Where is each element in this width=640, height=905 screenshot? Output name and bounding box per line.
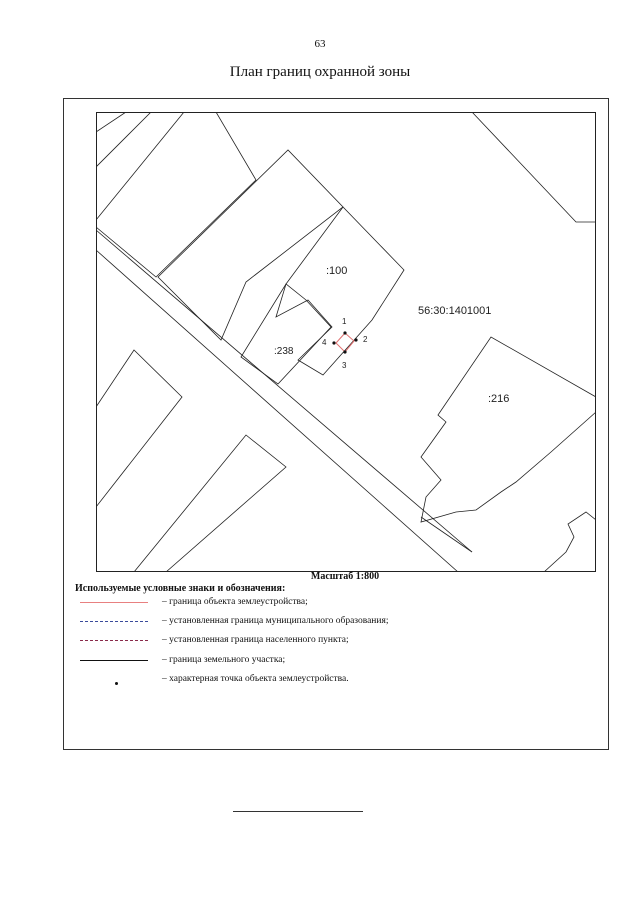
parcel-216 — [421, 337, 596, 522]
parcel-lower-left — [96, 350, 182, 507]
scale-label: Масштаб 1:800 — [310, 571, 380, 582]
parcel-right-upper — [472, 112, 596, 222]
point-2-marker — [354, 338, 357, 341]
legend-symbol-purple-dash — [80, 640, 148, 641]
legend-item-settlement-boundary — [80, 635, 600, 649]
parcel-bottom-right — [544, 512, 596, 572]
legend-text: – граница земельного участка; — [162, 655, 286, 665]
legend-symbol-black-line — [80, 660, 148, 661]
legend-text: – установленная граница муниципального образования; — [162, 616, 389, 626]
quarter-label: 56:30:1401001 — [418, 305, 492, 317]
cadastral-map[interactable] — [96, 112, 596, 572]
page-number: 63 — [314, 38, 326, 50]
legend-text: – установленная граница населенного пункта; — [162, 635, 349, 645]
point-3-label: 3 — [342, 361, 347, 370]
page-title: План границ охранной зоны — [229, 64, 411, 80]
point-3-marker — [343, 350, 346, 353]
parcel-100-label: :100 — [326, 265, 348, 277]
legend-item-parcel-boundary — [80, 655, 600, 669]
parcel-line-bottom — [421, 517, 472, 552]
legend-item-object-boundary — [80, 597, 600, 611]
legend-heading: Используемые условные знаки и обозначения: — [75, 583, 286, 594]
parcel-bottom-left — [134, 435, 286, 572]
point-2-label: 2 — [363, 335, 368, 344]
object-boundary — [336, 333, 354, 352]
road-edge-north — [96, 230, 472, 552]
legend-item-characteristic-point — [80, 674, 600, 688]
point-1-marker — [343, 331, 346, 334]
parcel-238-label: :238 — [274, 346, 294, 357]
legend-symbol-dot — [115, 682, 118, 685]
parcel-top-left — [96, 112, 151, 167]
map-border — [97, 113, 596, 572]
legend-text: – характерная точка объекта землеустройства. — [162, 674, 349, 684]
legend-item-municipal-boundary — [80, 616, 600, 630]
signature-line — [233, 811, 363, 812]
parcel-upper-left — [96, 112, 256, 277]
parcel-216-label: :216 — [488, 393, 510, 405]
point-4-label: 4 — [322, 338, 327, 347]
parcel-238 — [241, 284, 331, 384]
legend-symbol-blue-dash — [80, 621, 148, 622]
point-4-marker — [332, 341, 335, 344]
legend-text: – граница объекта землеустройства; — [162, 597, 308, 607]
point-1-label: 1 — [342, 317, 347, 326]
legend-symbol-red-line — [80, 602, 148, 603]
